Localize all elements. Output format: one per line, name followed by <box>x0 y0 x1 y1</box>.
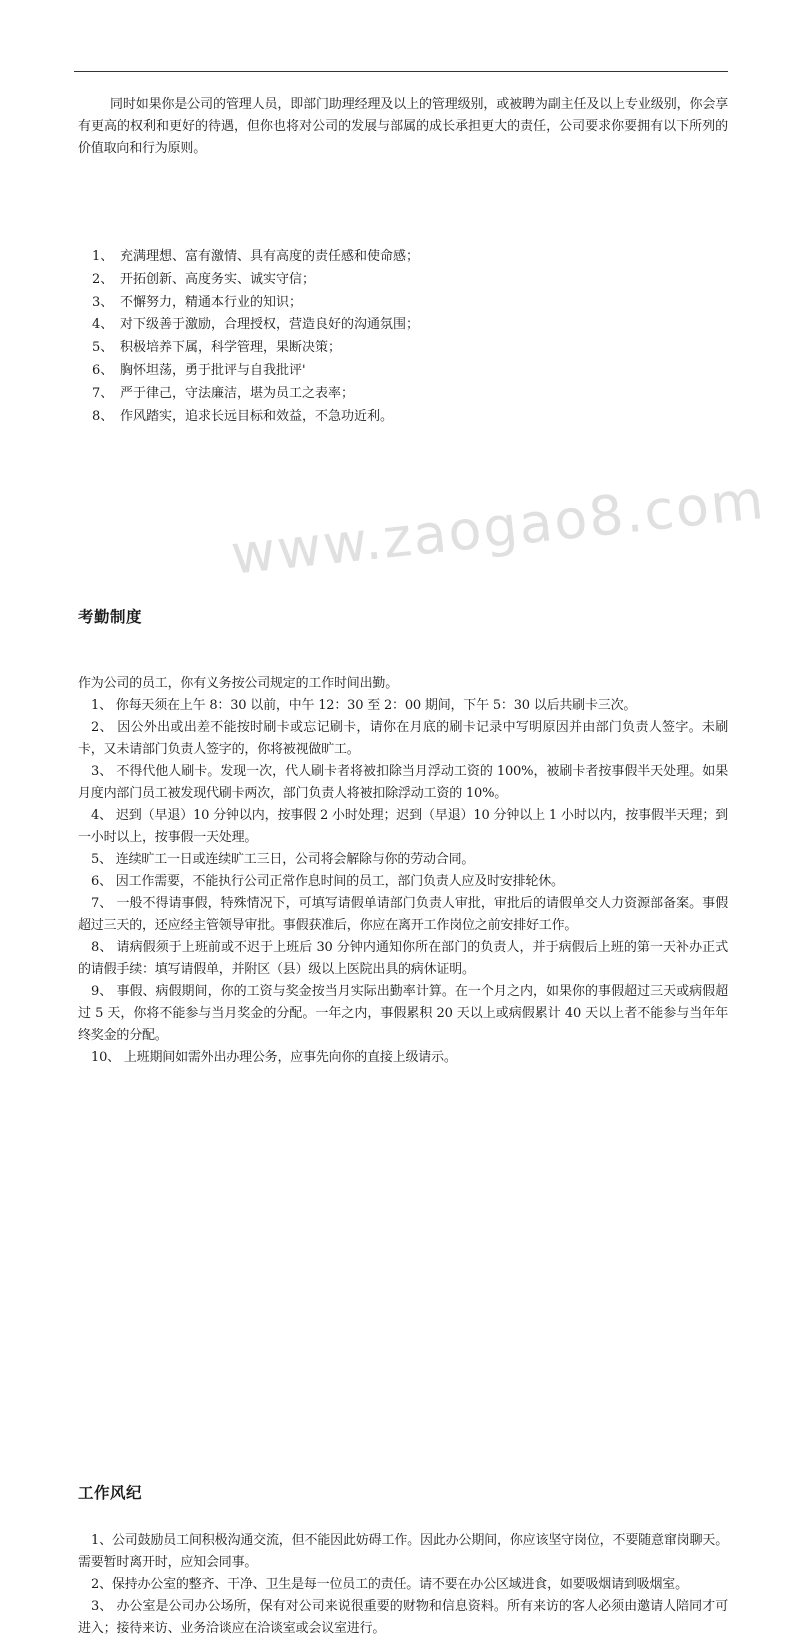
discipline-heading: 工作风纪 <box>78 1484 143 1503</box>
discipline-rule: 3、 办公室是公司办公场所，保有对公司来说很重要的财物和信息资料。所有来访的客人必须由邀请人陪同才可进入；接待来访、业务洽谈应在洽谈室或会议室进行。 <box>78 1599 728 1637</box>
principles-list <box>92 246 712 428</box>
list-item: 8、 作风踏实，追求长远目标和效益，不急功近利。 <box>92 408 394 424</box>
attendance-rule: 2、 因公外出或出差不能按时刷卡或忘记刷卡，请你在月底的刷卡记录中写明原因并由部门负责人签字。未刷卡，又未请部门负责人签字的，你将被视做旷工。 <box>78 720 728 758</box>
attendance-rule: 3、 不得代他人刷卡。发现一次，代人刷卡者将被扣除当月浮动工资的 100%，被刷卡者按事假半天处理。如果月度内部门员工被发现代刷卡两次，部门负责人将被扣除浮动工资的 10%。 <box>78 764 728 802</box>
discipline-rule: 1、公司鼓励员工间积极沟通交流，但不能因此妨碍工作。因此办公期间，你应该坚守岗位，不要随意窜岗聊天。需要暂时离开时，应知会同事。 <box>78 1533 728 1571</box>
list-item: 1、 充满理想、富有激情、具有高度的责任感和使命感； <box>92 249 420 264</box>
attendance-heading: 考勤制度 <box>78 608 143 627</box>
attendance-rule: 8、 请病假须于上班前或不迟于上班后 30 分钟内通知你所在部门的负责人，并于病假后上班的第一天补办正式的请假手续：填写请假单，并附区（县）级以上医院出具的病休证明。 <box>78 940 728 978</box>
attendance-rule: 7、 一般不得请事假，特殊情况下，可填写请假单请部门负责人审批，审批后的请假单交人力资源部备案。事假超过三天的，还应经主管领导审批。事假获准后，你应在离开工作岗位之前安排好工作。 <box>78 896 728 934</box>
list-item: 7、 严于律己，守法廉洁，堪为员工之表率； <box>92 385 355 401</box>
intro-paragraph-block <box>78 94 728 160</box>
list-item: 5、 积极培养下属，科学管理，果断决策； <box>92 340 342 356</box>
attendance-section <box>78 673 728 1069</box>
list-item: 2、 开拓创新、高度务实、诚实守信； <box>92 271 316 287</box>
list-item: 4、 对下级善于激励，合理授权，营造良好的沟通氛围； <box>92 317 420 333</box>
attendance-rule: 1、 你每天须在上午 8：30 以前，中午 12：30 至 2：00 期间，下午 5：30 以后共刷卡三次。 <box>91 698 637 714</box>
attendance-rule: 6、 因工作需要，不能执行公司正常作息时间的员工，部门负责人应及时安排轮休。 <box>91 874 564 890</box>
attendance-rule: 4、 迟到（早退）10 分钟以内，按事假 2 小时处理；迟到（早退）10 分钟以上 1 小时以内，按事假半天理；到一小时以上，按事假一天处理。 <box>78 808 728 846</box>
intro-paragraph: 同时如果你是公司的管理人员，即部门助理经理及以上的管理级别，或被聘为副主任及以上专业级别，你会享有更高的权利和更好的待遇，但你也将对公司的发展与部属的成长承担更大的责任，公司要求你要拥有以下所列的价值取向和行为原则。 <box>78 97 728 156</box>
discipline-rule: 2、保持办公室的整齐、干净、卫生是每一位员工的责任。请不要在办公区域进食，如要吸烟请到吸烟室。 <box>91 1577 688 1593</box>
header-rule <box>74 71 728 72</box>
attendance-rule: 9、 事假、病假期间，你的工资与奖金按当月实际出勤率计算。在一个月之内，如果你的事假超过三天或病假超过 5 天，你将不能参与当月奖金的分配。一年之内，事假累积 20 天以上或病假累计 40 天以上者不能参与当年年终奖金的分配。 <box>78 984 728 1044</box>
attendance-rule: 10、 上班期间如需外出办理公务，应事先向你的直接上级请示。 <box>91 1050 457 1066</box>
list-item: 3、 不懈努力，精通本行业的知识； <box>92 294 303 310</box>
list-item: 6、 胸怀坦荡，勇于批评与自我批评' <box>92 362 306 378</box>
watermark: www.zaogao8.com <box>228 467 769 587</box>
attendance-intro: 作为公司的员工，你有义务按公司规定的工作时间出勤。 <box>78 676 399 692</box>
attendance-rule: 5、 连续旷工一日或连续旷工三日，公司将会解除与你的劳动合同。 <box>91 852 475 868</box>
discipline-section <box>78 1530 728 1640</box>
